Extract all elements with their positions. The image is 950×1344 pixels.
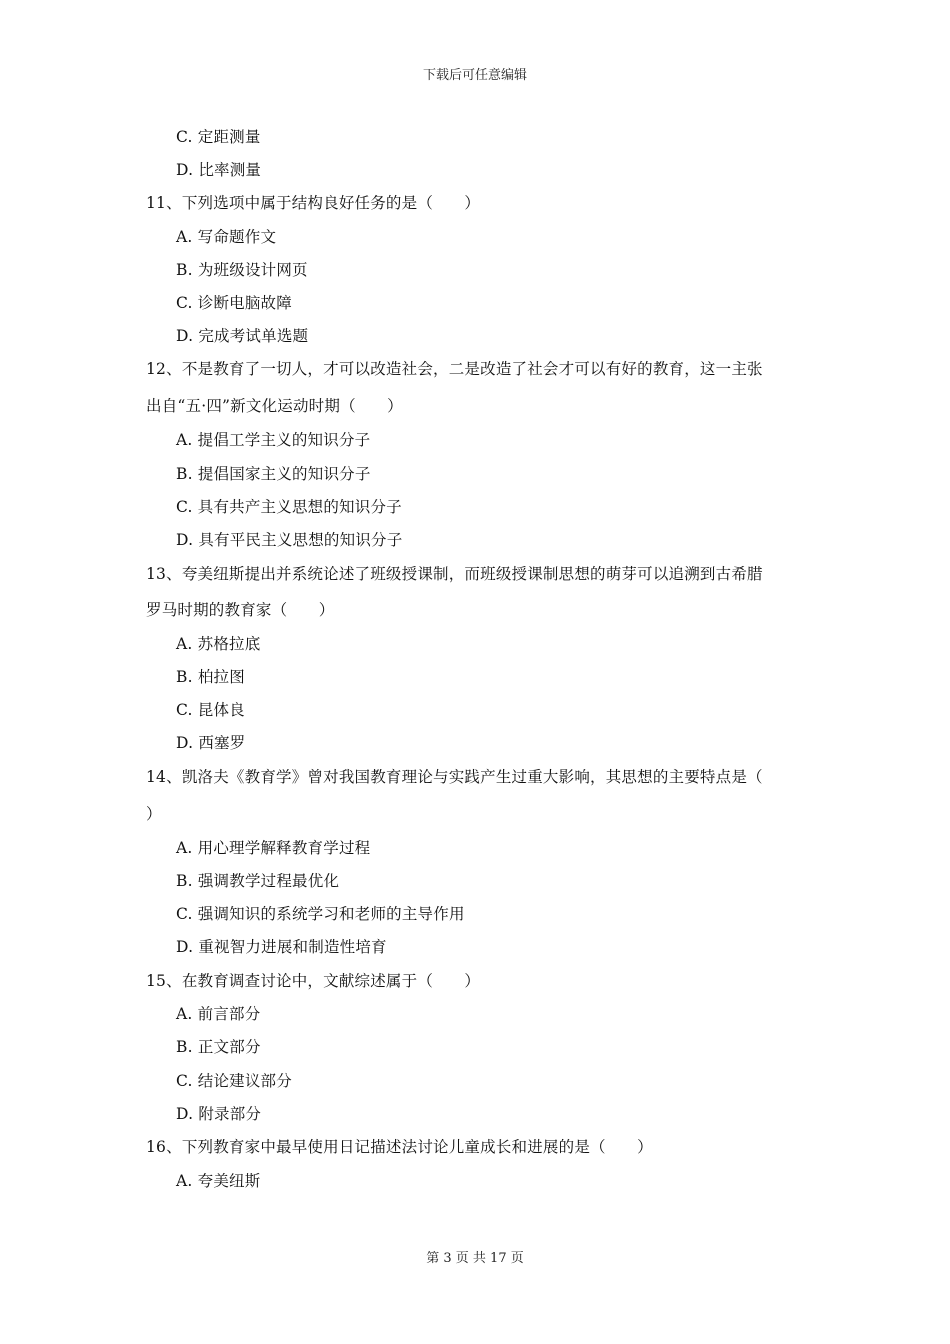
option-12-c: C. 具有共产主义思想的知识分子 bbox=[176, 498, 402, 516]
option-12-d: D. 具有平民主义思想的知识分子 bbox=[176, 531, 403, 549]
question-12-line-1: 12、不是教育了一切人，才可以改造社会，二是改造了社会才可以有好的教育，这一主张 bbox=[146, 360, 763, 378]
option-14-b: B. 强调教学过程最优化 bbox=[176, 872, 340, 890]
option-11-a: A. 写命题作文 bbox=[176, 228, 277, 246]
question-16: 16、下列教育家中最早使用日记描述法讨论儿童成长和进展的是（ ） bbox=[146, 1138, 653, 1156]
option-12-a: A. 提倡工学主义的知识分子 bbox=[176, 431, 371, 449]
option-prev-d: D. 比率测量 bbox=[176, 161, 262, 179]
question-14-line-2: ） bbox=[146, 805, 162, 823]
question-14-line-1: 14、凯洛夫《教育学》曾对我国教育理论与实践产生过重大影响，其思想的主要特点是（ bbox=[146, 768, 763, 786]
question-13-line-1: 13、夸美纽斯提出并系统论述了班级授课制，而班级授课制思想的萌芽可以追溯到古希腊 bbox=[146, 565, 763, 583]
page-header: 下载后可任意编辑 bbox=[422, 68, 527, 83]
option-prev-c: C. 定距测量 bbox=[176, 128, 261, 146]
option-13-d: D. 西塞罗 bbox=[176, 734, 246, 752]
option-14-a: A. 用心理学解释教育学过程 bbox=[176, 839, 371, 857]
option-15-d: D. 附录部分 bbox=[176, 1105, 262, 1123]
option-14-d: D. 重视智力进展和制造性培育 bbox=[176, 938, 387, 956]
option-14-c: C. 强调知识的系统学习和老师的主导作用 bbox=[176, 905, 465, 923]
option-13-b: B. 柏拉图 bbox=[176, 668, 245, 686]
option-12-b: B. 提倡国家主义的知识分子 bbox=[176, 465, 371, 483]
option-15-a: A. 前言部分 bbox=[176, 1005, 261, 1023]
page-footer: 第 3 页 共 17 页 bbox=[426, 1251, 524, 1266]
option-11-d: D. 完成考试单选题 bbox=[176, 327, 309, 345]
question-13-line-2: 罗马时期的教育家（ ） bbox=[146, 601, 335, 619]
question-15: 15、在教育调查讨论中，文献综述属于（ ） bbox=[146, 972, 481, 990]
question-11: 11、下列选项中属于结构良好任务的是（ ） bbox=[146, 194, 481, 212]
option-13-c: C. 昆体良 bbox=[176, 701, 245, 719]
option-11-c: C. 诊断电脑故障 bbox=[176, 294, 292, 312]
option-13-a: A. 苏格拉底 bbox=[176, 635, 261, 653]
option-15-b: B. 正文部分 bbox=[176, 1038, 261, 1056]
question-12-line-2: 出自“五·四”新文化运动时期（ ） bbox=[146, 397, 403, 415]
option-11-b: B. 为班级设计网页 bbox=[176, 261, 308, 279]
option-15-c: C. 结论建议部分 bbox=[176, 1072, 292, 1090]
option-16-a: A. 夸美纽斯 bbox=[176, 1172, 261, 1190]
